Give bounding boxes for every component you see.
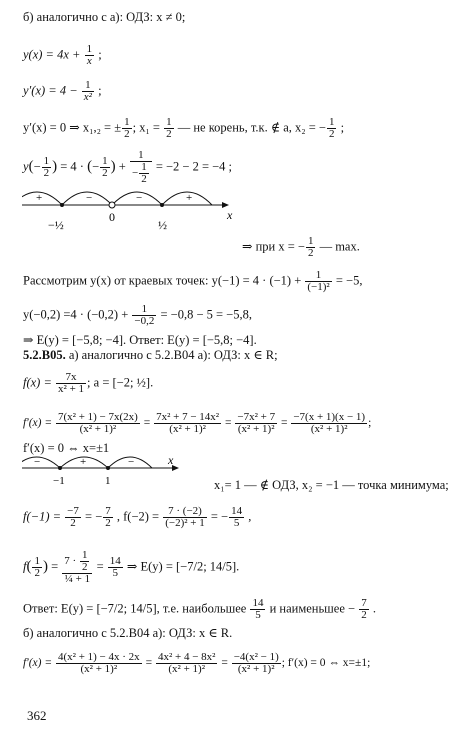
page-number: 362 [27, 708, 47, 723]
function-definition: y(x) = 4x + $\frac{1}{x}$ ; [23, 43, 102, 67]
sign-label: + [80, 456, 87, 468]
tick-label: −½ [48, 218, 64, 232]
part-b-header: б) аналогично с а): ОДЗ: x ≠ 0; [23, 10, 186, 24]
derivative: y′(x) = 4 − $\frac{1}{\text{x²}}$ ; [23, 79, 102, 103]
axis-label: x [227, 208, 233, 222]
max-note: ⇒ при x = − $\frac{1}{2}$ — max. [242, 235, 360, 259]
values-line: f(−1) = $\frac{-7}{2}$ = − $\frac{7}{2}$ , f(−2) = $\frac{7 \cdot (-2)}{\text{(−2)² + 1}}$ = − $\frac{14}{5}$ , [23, 505, 252, 529]
tick-label: 0 [109, 210, 115, 224]
sign-label: − [128, 456, 135, 468]
tick-label: ½ [158, 218, 167, 232]
problem-answer: Ответ: E(y) = [−7/2; 14/5], т.е. наибольшее $\frac{14}{5}$ и наименьшее − $\frac{7}{2}$ . [23, 597, 376, 621]
tick-label: −1 [53, 475, 65, 487]
point-half [160, 203, 164, 207]
part-b2-derivative: f′(x) = $\frac{\text{4(x² + 1) − 4x · 2x}}{\text{(x² + 1)²}}$ = $\frac{\text{4x² + 4 − 8x²}}{\text{(x² + 1)²}}$ = $\frac{\text{−4(x² − 1)}}{\text{(x² + 1)²}}$ ; f′(x) = 0 ⇔ x=±1; [23, 651, 371, 675]
sign-label: − [86, 192, 93, 204]
critical-points: y′(x) = 0 ⇒ x₁,₂ = ± $\frac{1}{2}$ ; x₁ = $\frac{1}{2}$ — не корень, т.к. ∉ a, x₂ = − $\frac{1}{2}$ ; [23, 116, 345, 140]
value-at-half: f( $\frac{1}{2}$ ) = 7 · $\frac{1}{2}$ ¼ + 1 = $\frac{14}{5}$ ⇒ E(y) = [−7/2; 14/5]. [23, 549, 240, 585]
point-zero-open [109, 202, 115, 208]
edge-value-2: y(−0,2) =4 · (−0,2) + $\frac{1}{-0,2}$ = −0,8 − 5 = −5,8, [23, 303, 252, 327]
value-at-critical: y(− $\frac{1}{2}$ ) = 4 · (− $\frac{1}{2}$ ) + 1 − $\frac{1}{2}$ = −2 − 2 = −4 ; [23, 149, 233, 185]
problem-derivative: f′(x) = $\frac{\text{7(x² + 1) − 7x(2x)}}{\text{(x² + 1)²}}$ = $\frac{\text{7x² + 7 − 14x²}}{\text{(x² + 1)²}}$ = $\frac{\text{−7x² + 7}}{\text{(x² + 1)²}}$ = $\frac{-7(x + 1)(x - 1)}{\text{(x² + 1)²}}$ ; [23, 411, 372, 435]
edge-points-line: Рассмотрим y(x) от краевых точек: y(−1) = 4 · (−1) + $\frac{1}{\text{(−1)²}}$ = −5, [23, 269, 363, 293]
sign-line-1 [22, 185, 242, 245]
axis-label: x [168, 453, 174, 467]
range-answer: ⇒ E(y) = [−5,8; −4]. Ответ: E(y) = [−5,8; −4]. [23, 333, 257, 347]
problem-crit: f′(x) = 0 ⇔ x=±1 [23, 441, 110, 455]
sign-label: + [186, 192, 193, 204]
problem-function: f(x) = $\frac{7x}{\text{x² + 1}}$ ; a = [−2; ½]. [23, 371, 154, 395]
part-b2-header: б) аналогично с 5.2.В04 а): ОДЗ: x ∈ R. [23, 626, 233, 640]
sign-label: + [36, 192, 43, 204]
point-neg-half [60, 203, 64, 207]
arc [22, 457, 60, 468]
tick-label: 1 [105, 475, 111, 487]
sign-label: − [34, 456, 41, 468]
roots-note: x₁= 1 — ∉ ОДЗ, x₂ = −1 — точка минимума; [214, 478, 449, 492]
point-one [106, 466, 110, 470]
point-neg-one [58, 466, 62, 470]
sign-line-2 [22, 452, 192, 494]
sign-label: − [136, 192, 143, 204]
problem-header: 5.2.В05. а) аналогично с 5.2.В04 а): ОДЗ: x ∈ R; [23, 348, 278, 362]
